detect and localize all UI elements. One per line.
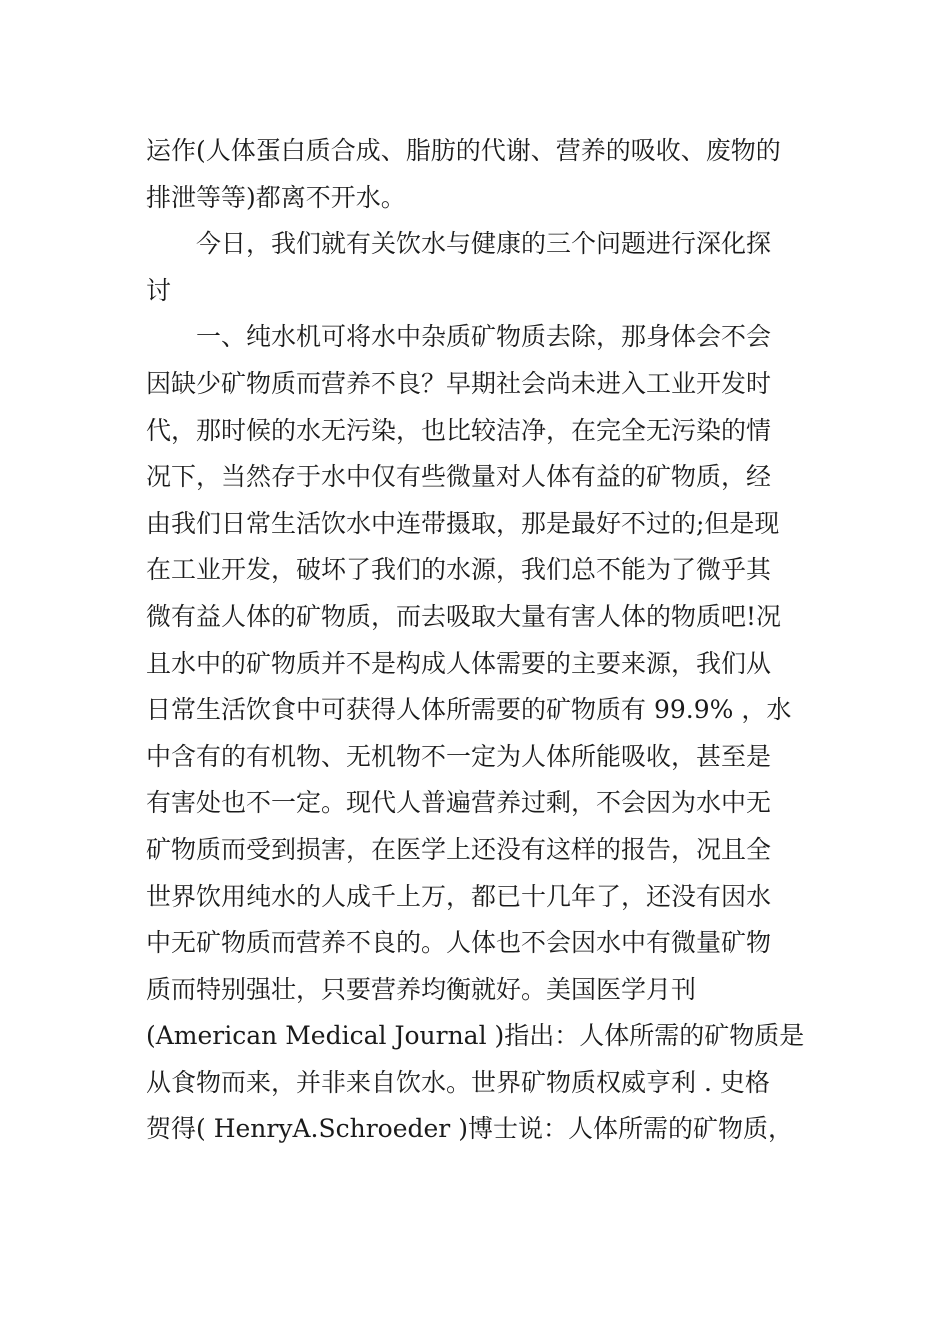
text-line: 今日，我们就有关饮水与健康的三个问题进行深化探 xyxy=(196,229,772,259)
text-line: 排泄等等)都离不开水。 xyxy=(146,182,406,212)
text-line: 世界饮用纯水的人成千上万，都已十几年了，还没有因水 xyxy=(146,881,772,911)
text-line: 日常生活饮食中可获得人体所需要的矿物质有 99.9% ，水 xyxy=(146,695,792,725)
text-line: 有害处也不一定。现代人普遍营养过剩，不会因为水中无 xyxy=(146,788,772,818)
text-line: 贺得( HenryA.Schroeder )博士说：人体所需的矿物质， xyxy=(146,1114,793,1144)
text-line: 质而特别强壮，只要营养均衡就好。美国医学月刊 xyxy=(146,974,697,1004)
text-line: 从食物而来，并非来自饮水。世界矿物质权威亨利 . 史格 xyxy=(146,1067,770,1097)
text-line: 代，那时候的水无污染，也比较洁净，在完全无污染的情 xyxy=(146,415,772,445)
text-line: 中无矿物质而营养不良的。人体也不会因水中有微量矿物 xyxy=(146,928,772,958)
text-line: 微有益人体的矿物质，而去吸取大量有害人体的物质吧!况 xyxy=(146,601,782,631)
text-line: 矿物质而受到损害，在医学上还没有这样的报告，况且全 xyxy=(146,834,772,864)
text-line: 在工业开发，破坏了我们的水源，我们总不能为了微乎其 xyxy=(146,555,772,585)
text-line: (American Medical Journal )指出：人体所需的矿物质是 xyxy=(146,1021,805,1051)
body-text xyxy=(146,128,816,1153)
text-line: 况下，当然存于水中仅有些微量对人体有益的矿物质，经 xyxy=(146,462,772,492)
text-line: 由我们日常生活饮水中连带摄取，那是最好不过的;但是现 xyxy=(146,508,780,538)
text-line: 一、纯水机可将水中杂质矿物质去除，那身体会不会 xyxy=(196,322,772,352)
text-line: 讨 xyxy=(146,275,172,305)
text-line: 中含有的有机物、无机物不一定为人体所能吸收，甚至是 xyxy=(146,741,772,771)
text-line: 运作(人体蛋白质合成、脂肪的代谢、营养的吸收、废物的 xyxy=(146,136,781,165)
text-line: 且水中的矿物质并不是构成人体需要的主要来源，我们从 xyxy=(146,648,772,678)
text-line: 因缺少矿物质而营养不良？早期社会尚未进入工业开发时 xyxy=(146,368,772,398)
